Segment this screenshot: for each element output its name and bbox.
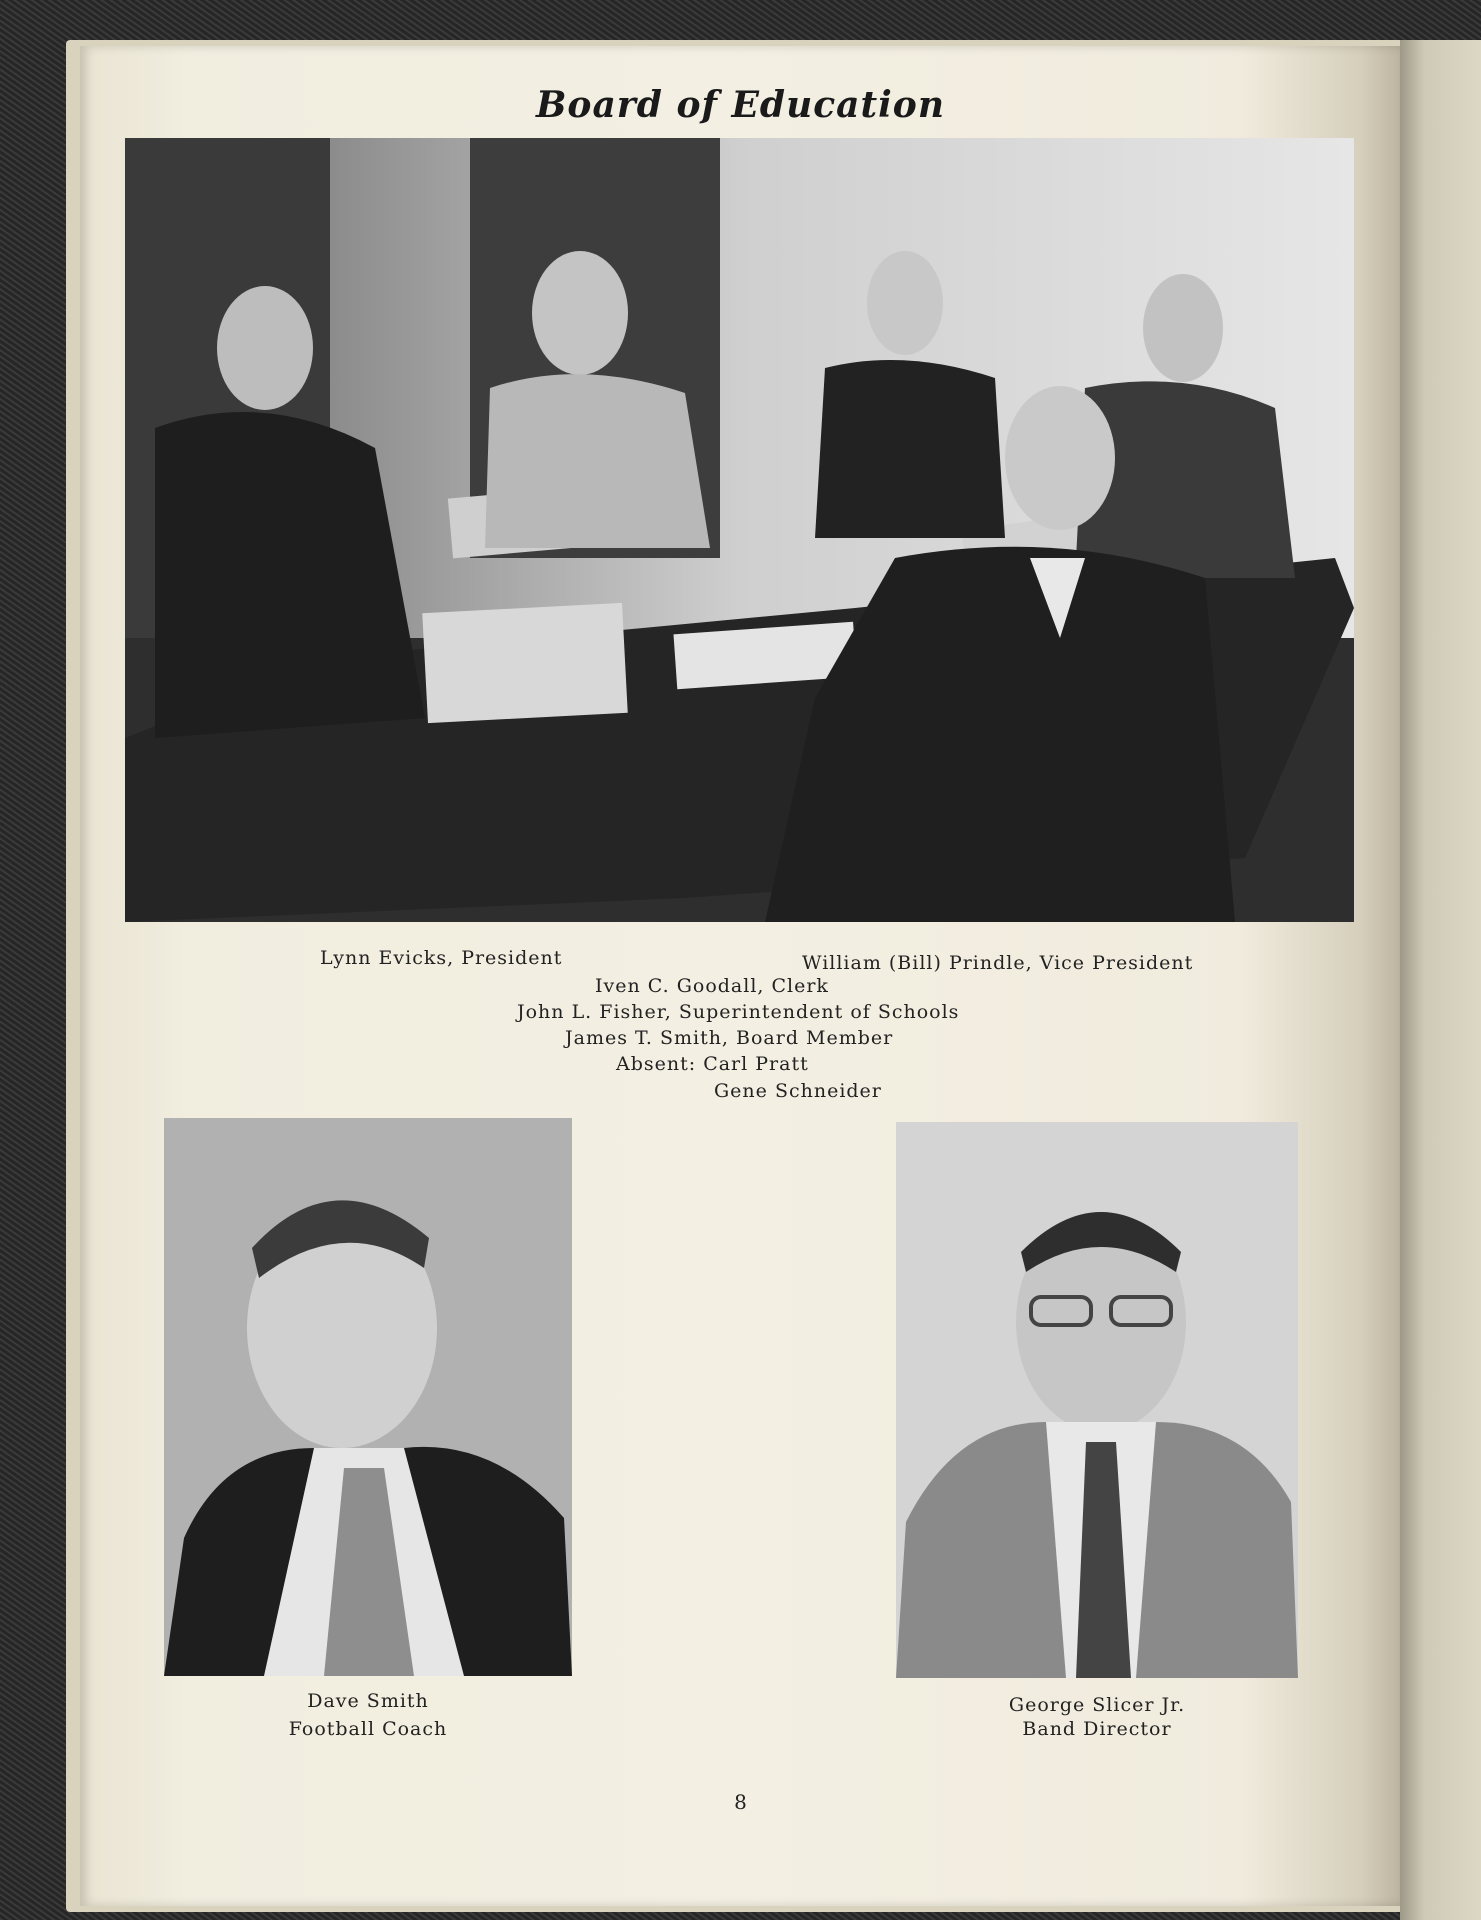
george-slicer-name: George Slicer Jr. bbox=[1008, 1694, 1186, 1716]
caption-gene-schneider: Gene Schneider bbox=[714, 1080, 882, 1102]
caption-john-fisher: John L. Fisher, Superintendent of Schools bbox=[517, 1001, 960, 1023]
portrait-george-slicer bbox=[896, 1122, 1298, 1678]
portrait-dave-smith bbox=[164, 1118, 572, 1676]
dave-smith-name: Dave Smith bbox=[307, 1690, 429, 1712]
caption-william-prindle: William (Bill) Prindle, Vice President bbox=[802, 952, 1194, 974]
caption-iven-goodall: Iven C. Goodall, Clerk bbox=[595, 975, 829, 997]
board-group-photo bbox=[125, 138, 1354, 922]
caption-james-smith: James T. Smith, Board Member bbox=[565, 1027, 894, 1049]
dave-smith-role: Football Coach bbox=[288, 1718, 448, 1740]
caption-lynn-evicks: Lynn Evicks, President bbox=[320, 947, 563, 969]
page-number: 8 bbox=[734, 1790, 747, 1814]
caption-absent-carl-pratt: Absent: Carl Pratt bbox=[616, 1053, 809, 1075]
page-title: Board of Education bbox=[536, 84, 945, 126]
george-slicer-role: Band Director bbox=[1022, 1718, 1172, 1740]
book-spine-shadow bbox=[1400, 40, 1481, 1920]
